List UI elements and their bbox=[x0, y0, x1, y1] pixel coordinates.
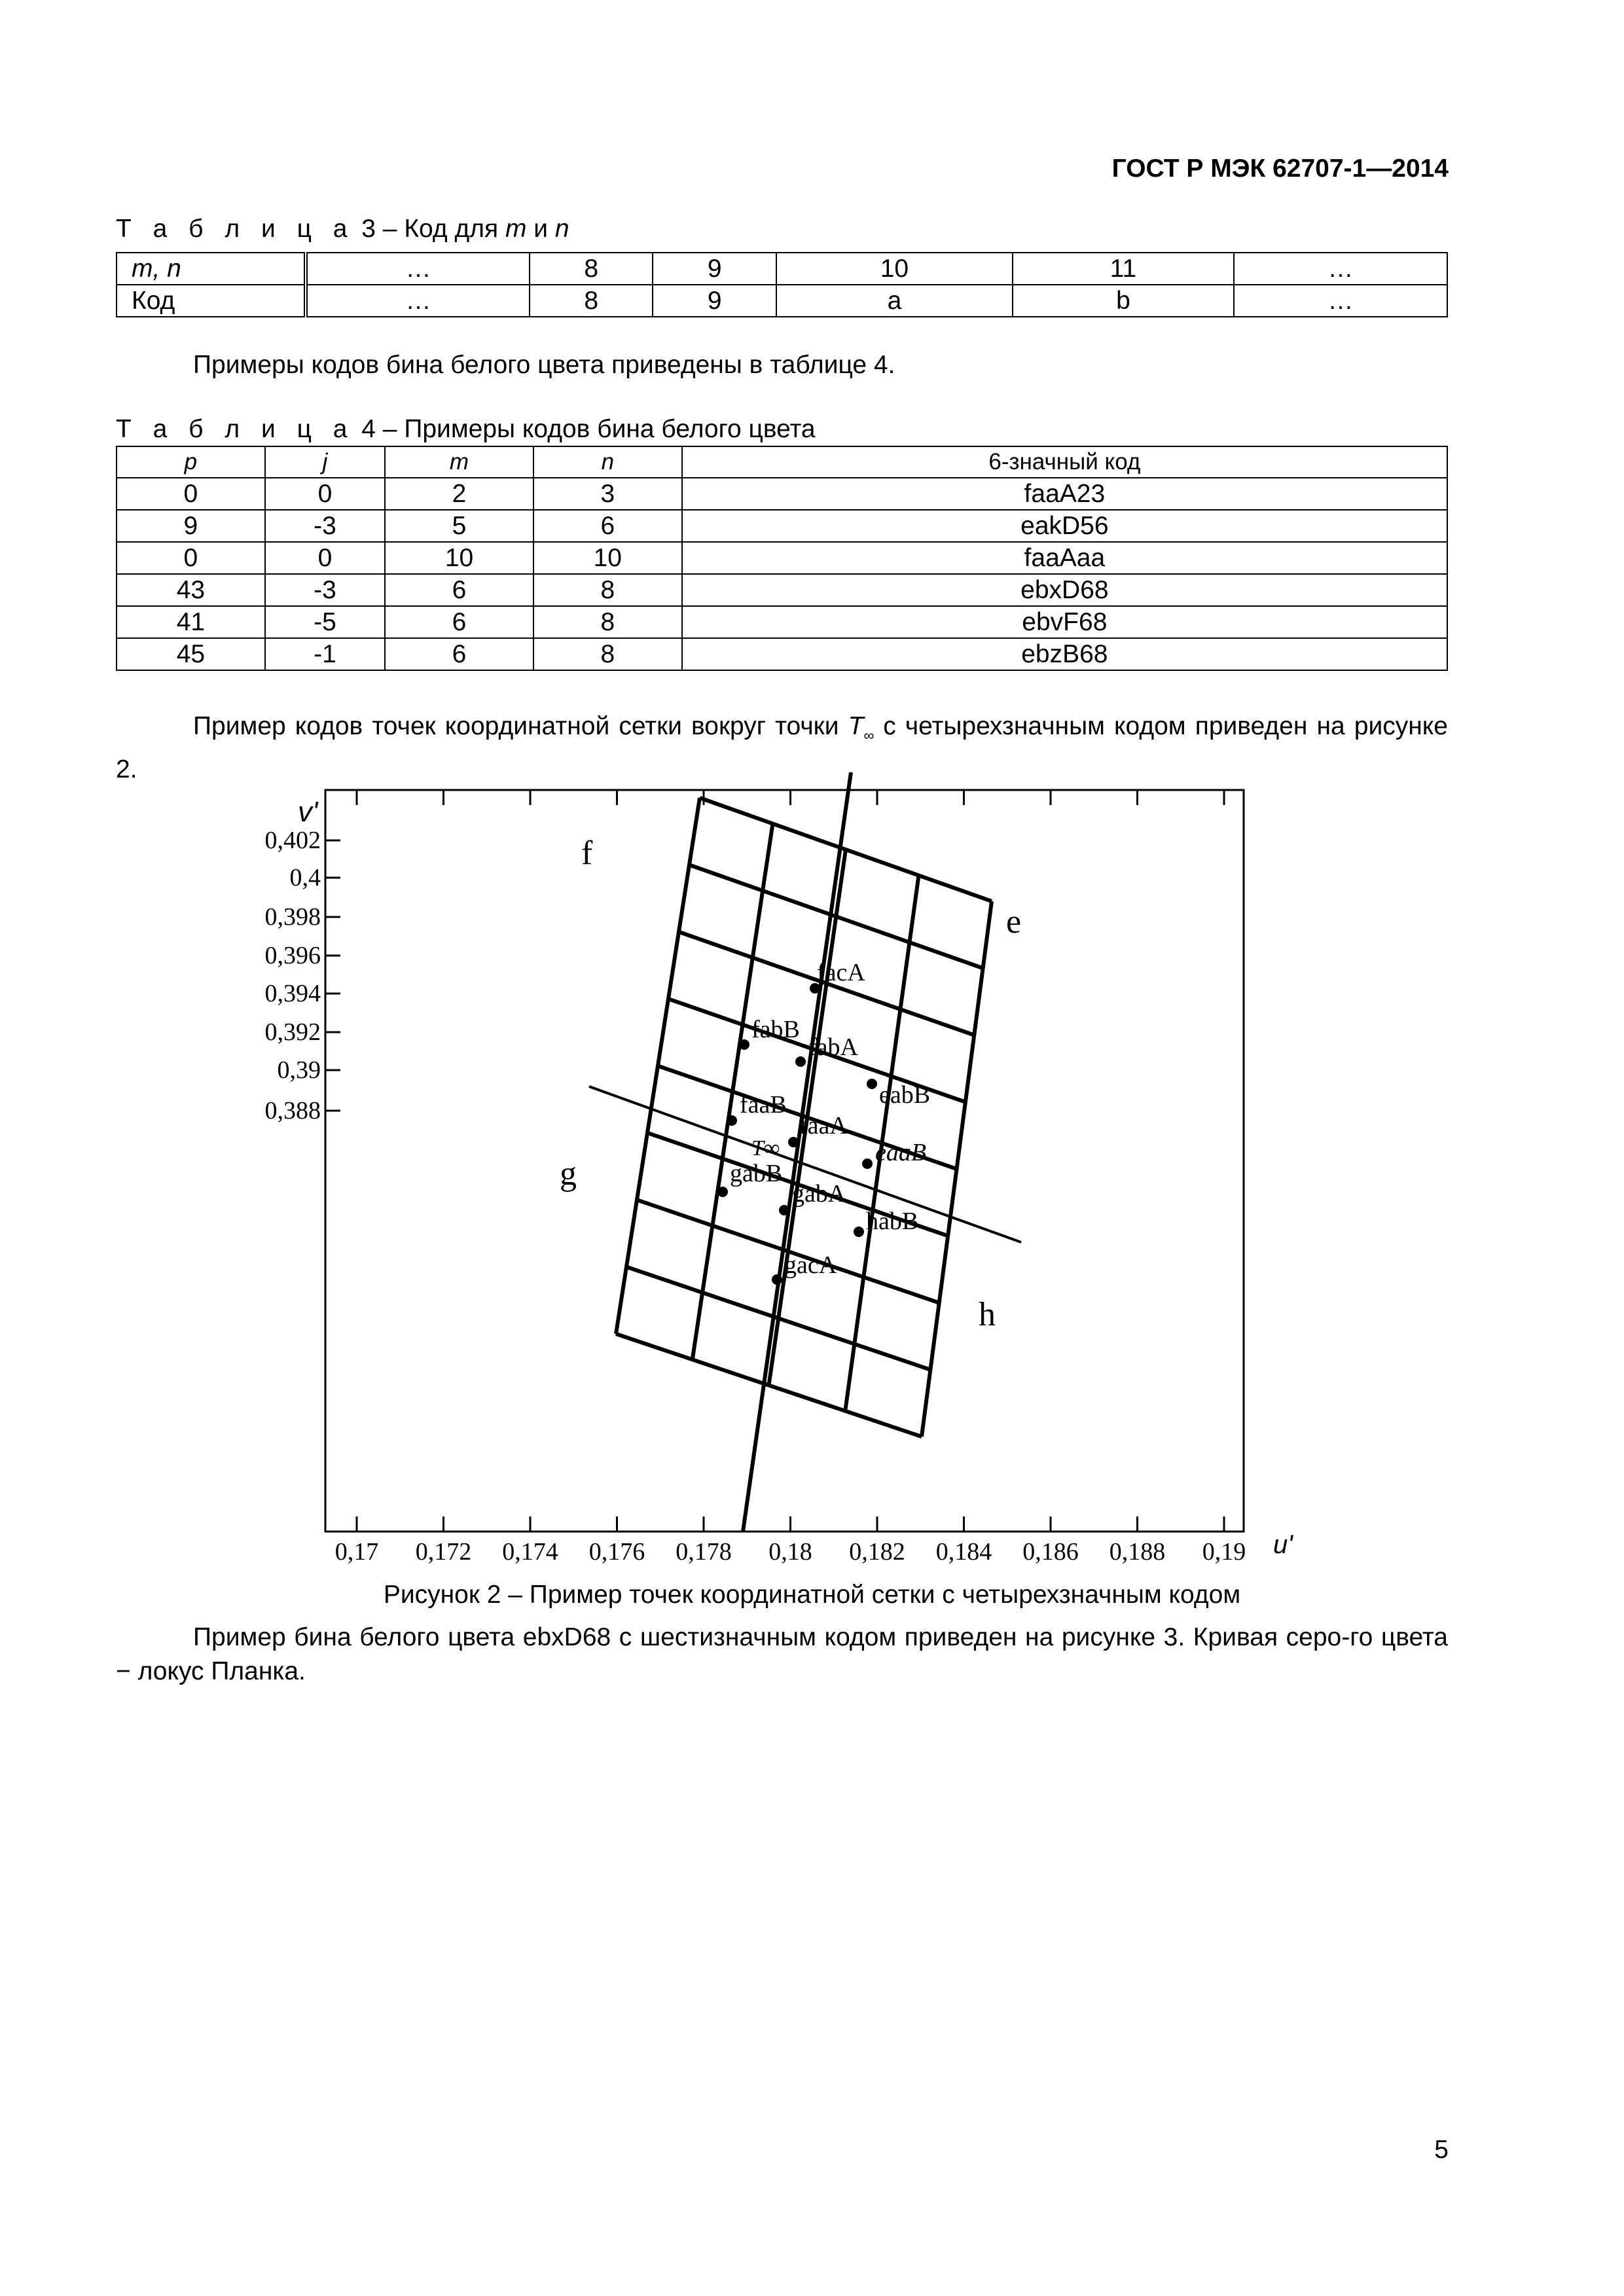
y-tick-label: 0,396 bbox=[264, 942, 321, 969]
plot-frame bbox=[325, 790, 1244, 1532]
column-header: j bbox=[265, 446, 385, 478]
table-cell: ebzB68 bbox=[682, 638, 1447, 670]
y-tick-label: 0,39 bbox=[277, 1056, 321, 1084]
point-label-facA: facA bbox=[817, 959, 865, 986]
y-tick-label: 0,402 bbox=[264, 827, 321, 854]
table-row bbox=[117, 253, 1447, 285]
paragraph-table4-intro: Примеры кодов бина белого цвета приведены в таблице 4. bbox=[193, 351, 895, 379]
region-label-g: g bbox=[560, 1155, 577, 1193]
table-cell: … bbox=[1234, 253, 1447, 285]
table-cell: 45 bbox=[117, 638, 265, 670]
table3-caption bbox=[116, 215, 569, 243]
table4-caption-word: Т а б л и ц а bbox=[116, 415, 355, 443]
grid-point bbox=[788, 1137, 799, 1147]
region-label-h: h bbox=[979, 1296, 996, 1333]
table-cell: 8 bbox=[530, 253, 653, 285]
table-cell: 0 bbox=[265, 478, 385, 510]
table-row bbox=[117, 285, 1447, 317]
paragraph-figure2-intro: Пример кодов точек координатной сетки вокруг точки $T_\infty$ с четырехзначным кодом приведен на рисунке 2. bbox=[116, 712, 1448, 783]
column-header: n bbox=[533, 446, 682, 478]
point-label-fabA: fabA bbox=[808, 1033, 858, 1061]
table3-caption-var2: n bbox=[554, 215, 569, 243]
t-infinity-symbol: T bbox=[848, 712, 864, 740]
x-tick-label: 0,184 bbox=[935, 1538, 992, 1566]
column-header: p bbox=[117, 446, 265, 478]
table-cell: 0 bbox=[265, 542, 385, 574]
y-tick-label: 0,388 bbox=[264, 1097, 321, 1124]
coordinate-grid-plot bbox=[223, 772, 1296, 1584]
point-label-fabB: fabB bbox=[751, 1016, 800, 1043]
x-tick-label: 0,172 bbox=[415, 1538, 472, 1566]
table-cell: … bbox=[306, 253, 530, 285]
x-tick-label: 0,182 bbox=[849, 1538, 905, 1566]
table3-caption-var1: m bbox=[505, 215, 527, 243]
grid-point bbox=[854, 1227, 864, 1237]
table-cell: 6 bbox=[385, 574, 533, 606]
point-label-faaA: faaA bbox=[799, 1112, 848, 1139]
table-cell: b bbox=[1013, 285, 1234, 317]
y-tick-label: 0,394 bbox=[264, 980, 321, 1007]
x-tick-label: 0,176 bbox=[588, 1538, 645, 1566]
table-cell: 10 bbox=[776, 253, 1013, 285]
x-tick-label: 0,188 bbox=[1109, 1538, 1166, 1566]
table3 bbox=[116, 252, 1448, 317]
table-row bbox=[117, 638, 1447, 670]
table3-caption-word: Т а б л и ц а bbox=[116, 215, 355, 243]
point-label-gacA: gacA bbox=[784, 1251, 837, 1279]
table-cell: 3 bbox=[533, 478, 682, 510]
column-header: m bbox=[385, 446, 533, 478]
point-label-faaB: faaB bbox=[740, 1091, 787, 1119]
table-row bbox=[117, 606, 1447, 638]
table-cell: 6 bbox=[533, 510, 682, 542]
table-cell: m, n bbox=[117, 253, 306, 285]
table-header-row bbox=[117, 446, 1447, 478]
figure-caption: Рисунок 2 – Пример точек координатной сетки с четырехзначным кодом bbox=[383, 1581, 1241, 1609]
table4 bbox=[116, 446, 1448, 671]
region-label-f: f bbox=[581, 834, 593, 872]
y-tick-label: 0,4 bbox=[289, 864, 321, 891]
document-header-id: ГОСТ Р МЭК 62707-1—2014 bbox=[1111, 154, 1449, 183]
table-cell: faaAaa bbox=[682, 542, 1447, 574]
table-cell: -3 bbox=[265, 574, 385, 606]
table-cell: ebxD68 bbox=[682, 574, 1447, 606]
grid-point bbox=[717, 1187, 728, 1197]
table-cell: 10 bbox=[385, 542, 533, 574]
region-label-e: e bbox=[1006, 903, 1022, 941]
x-tick-label: 0,178 bbox=[676, 1538, 732, 1566]
table-cell: ebvF68 bbox=[682, 606, 1447, 638]
y-axis-label: v' bbox=[298, 796, 318, 828]
table-cell: Код bbox=[117, 285, 306, 317]
table-cell: … bbox=[1234, 285, 1447, 317]
table4-caption-rest: 4 – Примеры кодов бина белого цвета bbox=[361, 415, 816, 443]
point-label-habB: habB bbox=[866, 1208, 919, 1235]
x-tick-label: 0,186 bbox=[1022, 1538, 1079, 1566]
table-cell: -1 bbox=[265, 638, 385, 670]
grid-point bbox=[779, 1205, 789, 1215]
y-tick-label: 0,392 bbox=[264, 1018, 321, 1046]
table-row bbox=[117, 574, 1447, 606]
table3-caption-rest: 3 – Код для bbox=[361, 215, 505, 243]
table-cell: 6 bbox=[385, 606, 533, 638]
table-cell: 0 bbox=[117, 542, 265, 574]
y-tick-label: 0,398 bbox=[264, 903, 321, 931]
table-cell: … bbox=[306, 285, 530, 317]
table-cell: 8 bbox=[533, 574, 682, 606]
figure-2 bbox=[223, 772, 1296, 1584]
table-cell: eakD56 bbox=[682, 510, 1447, 542]
x-tick-label: 0,18 bbox=[768, 1538, 812, 1566]
grid-point bbox=[772, 1274, 782, 1285]
table-cell: a bbox=[776, 285, 1013, 317]
x-tick-label: 0,19 bbox=[1202, 1538, 1246, 1566]
table-cell: 11 bbox=[1013, 253, 1234, 285]
table-cell: 9 bbox=[653, 253, 776, 285]
point-label-eaaB: eaaB bbox=[875, 1139, 927, 1166]
column-header: 6-значный код bbox=[682, 446, 1447, 478]
t-infinity-label: T∞ bbox=[751, 1136, 780, 1160]
table-row bbox=[117, 510, 1447, 542]
table4-caption bbox=[116, 415, 816, 444]
table-cell: 2 bbox=[385, 478, 533, 510]
grid-point bbox=[867, 1079, 877, 1089]
table-cell: 41 bbox=[117, 606, 265, 638]
grid-point bbox=[727, 1115, 737, 1126]
point-label-gabB: gabB bbox=[730, 1160, 783, 1187]
table-row bbox=[117, 478, 1447, 510]
x-tick-label: 0,17 bbox=[334, 1538, 379, 1566]
paragraph-figure3-intro: Пример бина белого цвета ebxD68 с шестизначным кодом приведен на рисунке 3. Кривая серо-го цвета − локус Планка. bbox=[116, 1623, 1448, 1685]
point-label-gabA: gabA bbox=[792, 1180, 846, 1208]
page-number: 5 bbox=[1434, 2136, 1449, 2164]
table-row bbox=[117, 542, 1447, 574]
table-cell: 9 bbox=[653, 285, 776, 317]
x-axis-label: u' bbox=[1273, 1530, 1293, 1559]
table-cell: 43 bbox=[117, 574, 265, 606]
table-cell: 9 bbox=[117, 510, 265, 542]
table-cell: 8 bbox=[533, 638, 682, 670]
table-cell: faaA23 bbox=[682, 478, 1447, 510]
table-cell: 6 bbox=[385, 638, 533, 670]
grid-point bbox=[739, 1039, 749, 1050]
table3-caption-and: и bbox=[526, 215, 555, 243]
grid-point bbox=[795, 1056, 806, 1067]
table-cell: 0 bbox=[117, 478, 265, 510]
point-label-eabB: eabB bbox=[879, 1081, 931, 1109]
table-cell: 8 bbox=[533, 606, 682, 638]
table-cell: 10 bbox=[533, 542, 682, 574]
grid-point bbox=[862, 1158, 873, 1169]
table-cell: 8 bbox=[530, 285, 653, 317]
table-cell: 5 bbox=[385, 510, 533, 542]
x-tick-label: 0,174 bbox=[502, 1538, 558, 1566]
table-cell: -3 bbox=[265, 510, 385, 542]
table-cell: -5 bbox=[265, 606, 385, 638]
